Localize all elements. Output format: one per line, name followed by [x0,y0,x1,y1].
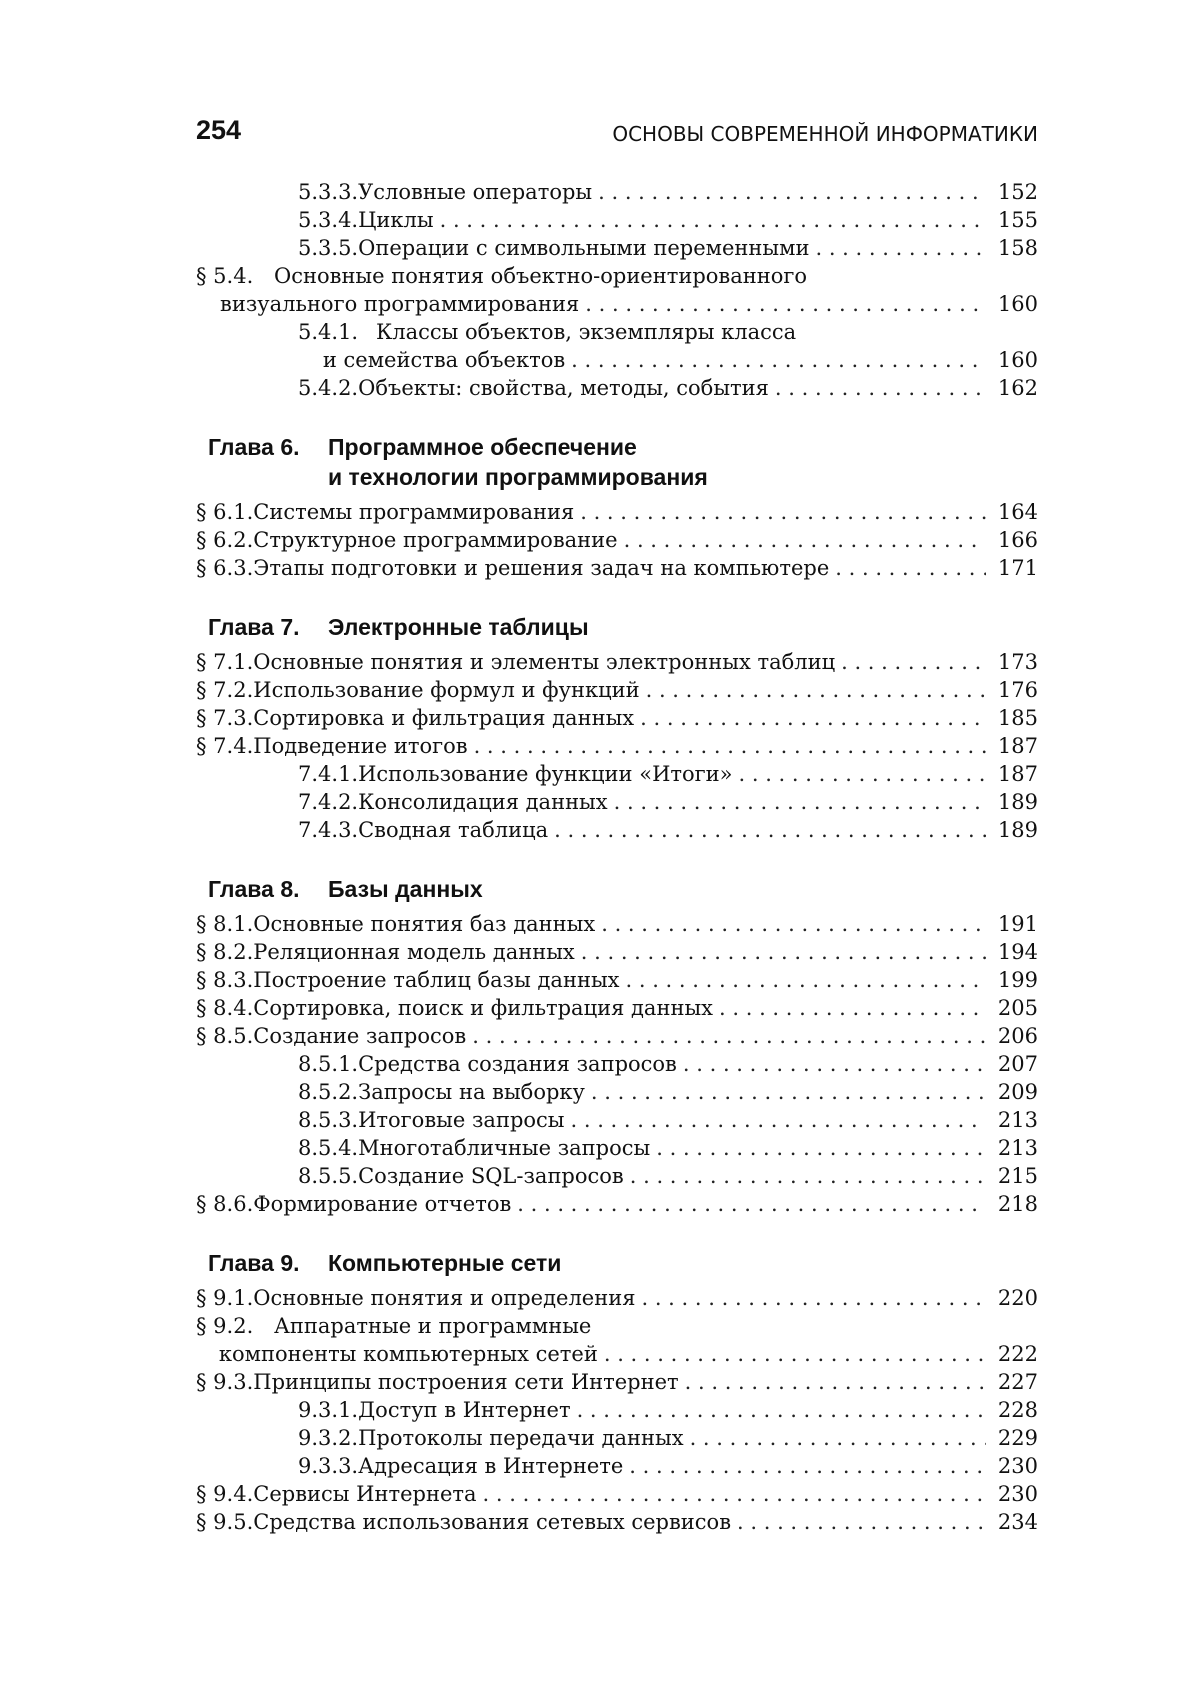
dot-leader [571,1106,987,1134]
dot-leader [440,206,986,234]
entry-page: 166 [997,528,1038,552]
chapter-title: Базы данных [328,876,483,902]
page-number: 254 [196,115,242,145]
toc-entry [196,1284,1038,1312]
dot-leader [646,676,986,704]
entry-page: 229 [997,1426,1038,1450]
chapter-title: Компьютерные сети [328,1250,562,1276]
entry-number: 5.3.5. [298,236,359,260]
entry-number: § 6.1. [196,500,254,524]
chapter-title-continued: и технологии программирования [328,464,708,490]
entry-number: 5.4.2. [298,376,359,400]
entry-number: 5.4.1. [298,320,359,344]
toc-entry [196,1190,1038,1218]
toc-entry [196,554,1038,582]
toc-entry [196,1508,1038,1536]
toc-entry [196,1312,1038,1368]
entry-page: 189 [997,790,1038,814]
entry-title: Операции с символьными переменными [358,236,810,260]
entry-number: § 8.6. [196,1192,254,1216]
entry-title: Сервисы Интернета [253,1482,477,1506]
entry-title: Принципы построения сети Интернет [253,1370,679,1394]
entry-title: Средства создания запросов [358,1052,677,1076]
toc-entry [196,1022,1038,1050]
entry-number: § 6.3. [196,556,254,580]
entry-number: 9.3.1. [298,1398,359,1422]
entry-title: Подведение итогов [253,734,468,758]
toc-entry [196,526,1038,554]
dot-leader [685,1368,986,1396]
entry-title: Циклы [358,208,434,232]
toc-entry [196,1106,1038,1134]
entry-page: 222 [997,1342,1038,1366]
dot-leader [601,910,986,938]
entry-number: § 7.3. [196,706,254,730]
toc-entry [196,938,1038,966]
entry-number: 8.5.5. [298,1164,359,1188]
entry-number: § 7.2. [196,678,254,702]
dot-leader [737,1508,986,1536]
entry-title: Основные понятия баз данных [253,912,596,936]
entry-number: 5.3.3. [298,180,359,204]
toc-entry [196,1050,1038,1078]
dot-leader [739,760,987,788]
dot-leader [614,788,986,816]
entry-title-continued: визуального программирования [220,292,580,316]
entry-title: Многотабличные запросы [358,1136,651,1160]
entry-title: Системы программирования [253,500,575,524]
entry-title: Классы объектов, экземпляры класса [376,320,797,344]
chapter-heading [196,432,1038,492]
entry-number: 8.5.2. [298,1080,359,1104]
entry-page: 234 [997,1510,1038,1534]
entry-page: 187 [997,734,1038,758]
entry-page: 213 [997,1108,1038,1132]
entry-number: § 8.3. [196,968,254,992]
entry-title: Условные операторы [358,180,593,204]
chapter-label: Глава 7. [208,614,300,640]
entry-title-continued: компоненты компьютерных сетей [218,1342,598,1366]
toc-entry [196,732,1038,760]
toc-entry [196,966,1038,994]
entry-page: 213 [997,1136,1038,1160]
entry-page: 152 [997,180,1038,204]
toc-entry [196,994,1038,1022]
entry-page: 187 [997,762,1038,786]
entry-title: Основные понятия объектно-ориентированного [274,264,808,288]
toc-entry [196,760,1038,788]
entry-number: § 9.2. [196,1314,254,1338]
entry-title: Сводная таблица [358,818,549,842]
dot-leader [630,1162,986,1190]
dot-leader [641,1284,986,1312]
dot-leader [580,498,986,526]
entry-page: 194 [997,940,1038,964]
entry-number: 9.3.2. [298,1426,359,1450]
chapter-heading [196,874,1038,904]
toc-entry [196,374,1038,402]
chapter-heading [196,1248,1038,1278]
entry-title: Аппаратные и программные [274,1314,592,1338]
dot-leader [775,374,986,402]
entry-page: 220 [997,1286,1038,1310]
entry-number: § 8.4. [196,996,254,1020]
entry-page: 227 [997,1370,1038,1394]
toc-entry [196,1424,1038,1452]
entry-page: 191 [997,912,1038,936]
entry-title-continued: и семейства объектов [322,348,566,372]
entry-page: 185 [997,706,1038,730]
entry-page: 176 [997,678,1038,702]
dot-leader [656,1134,986,1162]
toc-entry [196,788,1038,816]
dot-leader [591,1078,986,1106]
entry-title: Объекты: свойства, методы, события [358,376,769,400]
chapter-title: Программное обеспечение [328,434,637,460]
toc-entry [196,648,1038,676]
chapter-title: Электронные таблицы [328,614,589,640]
entry-page: 171 [997,556,1038,580]
dot-leader [483,1480,986,1508]
toc-entry [196,234,1038,262]
entry-title: Основные понятия и определения [253,1286,636,1310]
entry-title: Построение таблиц базы данных [253,968,620,992]
entry-title: Сортировка и фильтрация данных [253,706,635,730]
entry-number: § 9.1. [196,1286,254,1310]
dot-leader [683,1050,986,1078]
entry-page: 162 [997,376,1038,400]
chapter-label: Глава 8. [208,876,300,902]
dot-leader [626,966,987,994]
entry-title: Реляционная модель данных [253,940,575,964]
entry-page: 155 [997,208,1038,232]
chapter-label: Глава 6. [208,434,300,460]
entry-page: 164 [997,500,1038,524]
entry-page: 230 [997,1454,1038,1478]
entry-title: Протоколы передачи данных [358,1426,684,1450]
dot-leader [690,1424,986,1452]
entry-page: 207 [997,1052,1038,1076]
dot-leader [629,1452,986,1480]
running-head: ОСНОВЫ СОВРЕМЕННОЙ ИНФОРМАТИКИ [612,122,1038,146]
toc-entry [196,318,1038,374]
entry-number: 7.4.3. [298,818,359,842]
chapter-label: Глава 9. [208,1250,300,1276]
entry-number: § 8.5. [196,1024,254,1048]
entry-number: 8.5.1. [298,1052,359,1076]
entry-number: 8.5.3. [298,1108,359,1132]
dot-leader [554,816,986,844]
dot-leader [474,732,986,760]
entry-number: 9.3.3. [298,1454,359,1478]
entry-page: 218 [997,1192,1038,1216]
toc-entry [196,816,1038,844]
entry-number: 7.4.2. [298,790,359,814]
entry-title: Итоговые запросы [358,1108,565,1132]
entry-number: § 6.2. [196,528,254,552]
entry-title: Основные понятия и элементы электронных таблиц [253,650,836,674]
toc-entry [196,262,1038,318]
entry-page: 215 [997,1164,1038,1188]
entry-number: § 7.4. [196,734,254,758]
toc-entry [196,206,1038,234]
entry-title: Сортировка, поиск и фильтрация данных [253,996,714,1020]
entry-number: § 9.5. [196,1510,254,1534]
entry-number: 5.3.4. [298,208,359,232]
toc-entry [196,1078,1038,1106]
entry-page: 230 [997,1482,1038,1506]
dot-leader [581,938,986,966]
toc-entry [196,1396,1038,1424]
entry-number: § 7.1. [196,650,254,674]
toc-entry [196,1162,1038,1190]
toc-entry [196,676,1038,704]
dot-leader [472,1022,986,1050]
dot-leader [841,648,986,676]
toc-entry [196,1134,1038,1162]
dot-leader [624,526,986,554]
entry-number: 8.5.4. [298,1136,359,1160]
chapter-heading [196,612,1038,642]
entry-page: 189 [997,818,1038,842]
entry-page: 199 [997,968,1038,992]
entry-page: 160 [997,348,1038,372]
dot-leader [577,1396,986,1424]
toc-entry [196,1452,1038,1480]
toc-entry [196,498,1038,526]
dot-leader [640,704,986,732]
entry-title: Создание SQL-запросов [358,1164,624,1188]
entry-number: § 8.2. [196,940,254,964]
toc-entry [196,910,1038,938]
dot-leader [835,554,986,582]
entry-page: 228 [997,1398,1038,1422]
toc-entry [196,1480,1038,1508]
entry-number: § 8.1. [196,912,254,936]
entry-number: § 9.3. [196,1370,254,1394]
dot-leader [719,994,986,1022]
entry-title: Использование функции «Итоги» [358,762,733,786]
dot-leader [585,290,986,318]
dot-leader [598,178,986,206]
entry-title: Формирование отчетов [253,1192,512,1216]
dot-leader [604,1340,986,1368]
entry-page: 205 [997,996,1038,1020]
dot-leader [815,234,986,262]
dot-leader [517,1190,986,1218]
page-header [196,100,1038,144]
entry-title: Адресация в Интернете [358,1454,624,1478]
toc-entry [196,704,1038,732]
entry-title: Структурное программирование [253,528,618,552]
dot-leader [571,346,986,374]
entry-title: Использование формул и функций [253,678,640,702]
entry-page: 209 [997,1080,1038,1104]
entry-title: Консолидация данных [358,790,608,814]
entry-page: 206 [997,1024,1038,1048]
entry-title: Этапы подготовки и решения задач на компьютере [253,556,830,580]
entry-number: 7.4.1. [298,762,359,786]
toc-entry [196,1368,1038,1396]
entry-page: 158 [997,236,1038,260]
entry-number: § 5.4. [196,264,254,288]
entry-page: 160 [997,292,1038,316]
entry-page: 173 [997,650,1038,674]
toc-entry [196,178,1038,206]
entry-title: Средства использования сетевых сервисов [253,1510,732,1534]
entry-title: Запросы на выборку [358,1080,585,1104]
entry-title: Создание запросов [253,1024,467,1048]
entry-title: Доступ в Интернет [358,1398,571,1422]
table-of-contents [196,178,1038,1536]
entry-number: § 9.4. [196,1482,254,1506]
